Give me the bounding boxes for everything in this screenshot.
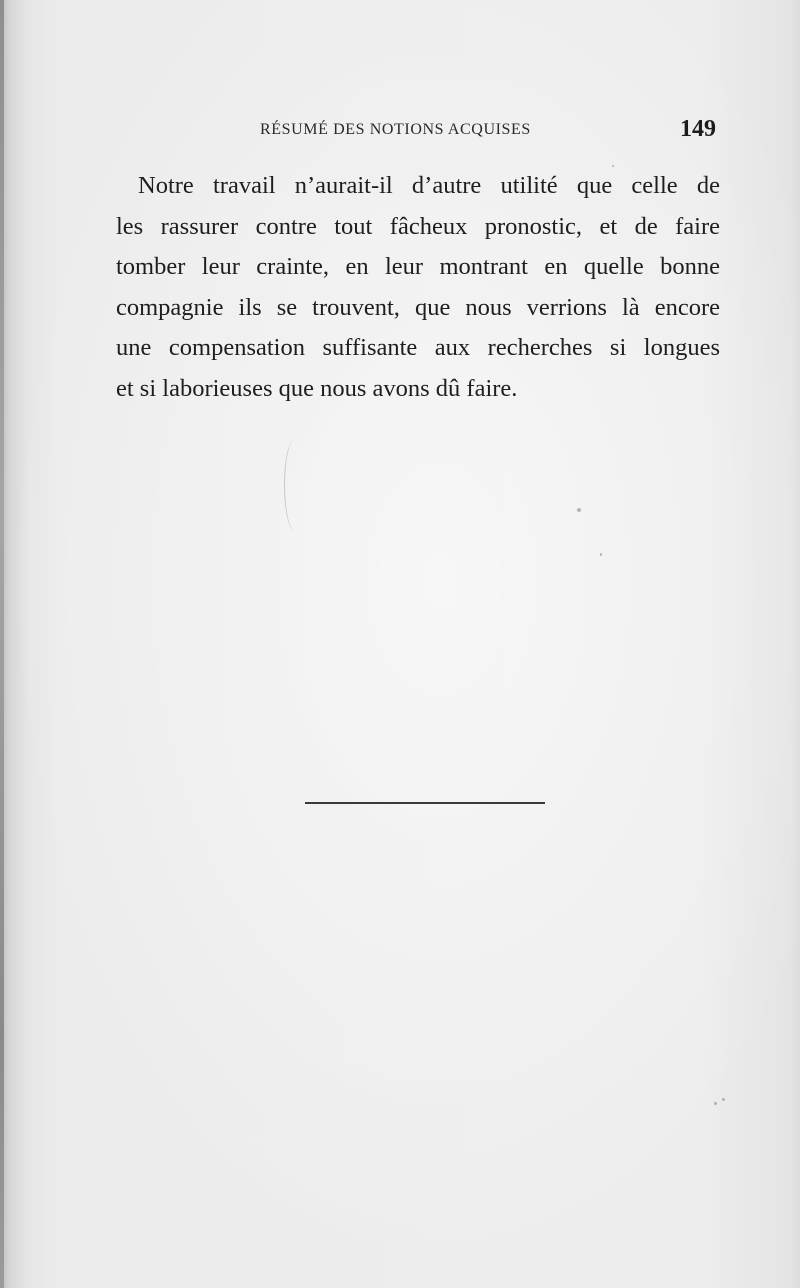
pencil-mark	[284, 440, 305, 530]
page-gutter-shadow	[0, 0, 4, 1288]
body-paragraph	[116, 166, 720, 409]
text-line: tomber leur crainte, en leur montrant en quelle bonne	[116, 253, 720, 280]
text-line: et si laborieuses que nous avons dû faire.	[116, 374, 518, 402]
running-head	[260, 116, 720, 146]
scan-speck	[714, 1102, 717, 1105]
scan-speck	[577, 508, 581, 512]
text-line: une compensation suffisante aux recherches si longues	[116, 334, 720, 361]
text-line: compagnie ils se trouvent, que nous verrions là encore	[116, 293, 720, 321]
text-line: les rassurer contre tout fâcheux pronostic, et de faire	[116, 212, 720, 240]
scan-speck	[600, 553, 602, 556]
running-title: RÉSUMÉ DES NOTIONS ACQUISES	[260, 121, 531, 138]
section-end-rule	[305, 802, 545, 804]
page-number: 149	[680, 116, 716, 142]
scan-speck	[722, 1098, 725, 1101]
scan-speck	[612, 165, 614, 167]
text-line: Notre travail n’aurait-il d’autre utilité que celle de	[138, 172, 720, 199]
